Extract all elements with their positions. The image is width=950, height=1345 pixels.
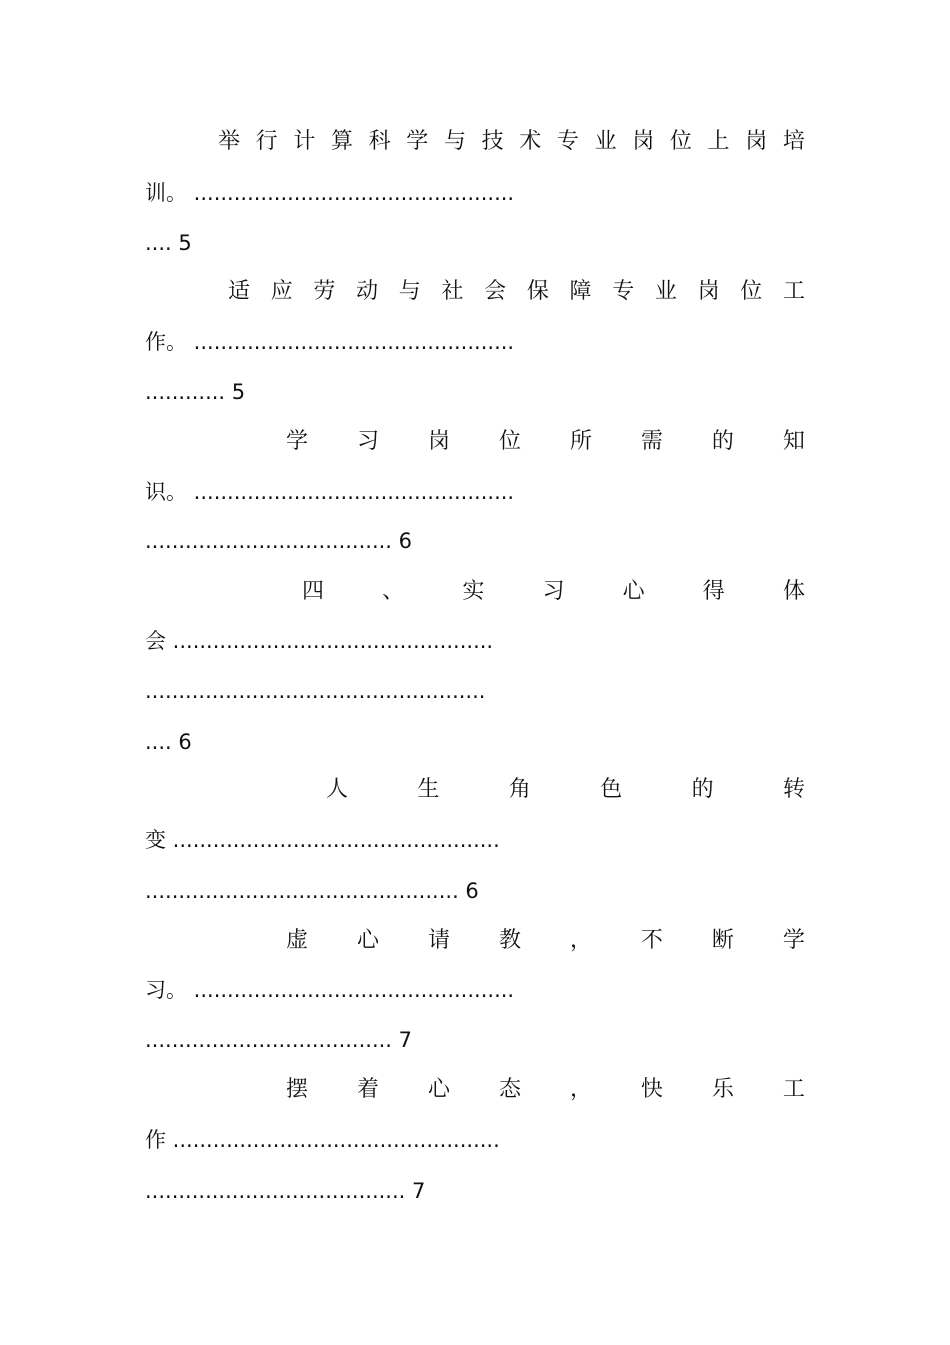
heading-char: 知 xyxy=(782,429,805,454)
toc-line: 识。 ................................................ xyxy=(145,480,515,504)
heading-char: 的 xyxy=(711,429,734,454)
heading-char: 学 xyxy=(782,928,805,953)
heading-char: 计 xyxy=(293,129,316,154)
heading-char: 请 xyxy=(427,928,450,953)
heading-char: 心 xyxy=(356,928,379,953)
heading-char: 的 xyxy=(691,777,714,802)
heading-char: 学 xyxy=(406,129,429,154)
heading-char: 科 xyxy=(368,129,391,154)
heading-char: 专 xyxy=(612,279,635,304)
heading-char: 术 xyxy=(519,129,542,154)
heading-char: 位 xyxy=(498,429,521,454)
toc-page-number: ............................................... 6 xyxy=(145,879,479,903)
heading-char: 岗 xyxy=(632,129,655,154)
toc-page-number: ............ 5 xyxy=(145,380,246,404)
heading-char: 位 xyxy=(740,279,763,304)
heading-char: 工 xyxy=(782,279,805,304)
heading-char: 与 xyxy=(443,129,466,154)
heading-char: 行 xyxy=(255,129,278,154)
toc-heading-2 xyxy=(228,277,805,307)
heading-char: 需 xyxy=(640,429,663,454)
heading-char: 得 xyxy=(702,579,725,604)
heading-char: 障 xyxy=(569,279,592,304)
heading-char: 社 xyxy=(441,279,464,304)
toc-line: 变 ................................................. xyxy=(145,828,500,852)
heading-char: 技 xyxy=(481,129,504,154)
heading-char: 虚 xyxy=(286,928,309,953)
toc-page-number: ..................................... 7 xyxy=(145,1028,413,1052)
heading-char: 岗 xyxy=(697,279,720,304)
heading-char: 劳 xyxy=(313,279,336,304)
heading-char: 心 xyxy=(622,579,645,604)
heading-char: 专 xyxy=(556,129,579,154)
heading-char: 培 xyxy=(782,129,805,154)
heading-char: 不 xyxy=(640,928,663,953)
heading-char: 体 xyxy=(782,579,805,604)
heading-char: 工 xyxy=(782,1077,805,1102)
heading-char: 动 xyxy=(356,279,379,304)
toc-heading-4 xyxy=(302,577,805,607)
heading-char: 算 xyxy=(330,129,353,154)
heading-char: 角 xyxy=(508,777,531,802)
toc-heading-1 xyxy=(218,127,805,157)
toc-heading-7 xyxy=(286,1075,805,1105)
heading-char: 举 xyxy=(218,129,241,154)
heading-char: 摆 xyxy=(286,1077,309,1102)
heading-char: 转 xyxy=(782,777,805,802)
heading-char: 快 xyxy=(640,1077,663,1102)
heading-char: 岗 xyxy=(745,129,768,154)
toc-page-number: .... 5 xyxy=(145,231,192,255)
toc-line: 会 ................................................ xyxy=(145,629,494,653)
heading-char: 态 xyxy=(498,1077,521,1102)
toc-line: 训。 ................................................ xyxy=(145,181,515,205)
heading-char: 适 xyxy=(228,279,251,304)
heading-char: 断 xyxy=(711,928,734,953)
heading-char: 学 xyxy=(286,429,309,454)
heading-char: 保 xyxy=(526,279,549,304)
heading-char: 业 xyxy=(594,129,617,154)
heading-char: ， xyxy=(569,928,592,953)
heading-char: 与 xyxy=(398,279,421,304)
heading-char: 位 xyxy=(669,129,692,154)
toc-heading-5 xyxy=(326,775,805,805)
heading-char: 习 xyxy=(542,579,565,604)
heading-char: 生 xyxy=(417,777,440,802)
heading-char: ， xyxy=(569,1077,592,1102)
heading-char: 、 xyxy=(382,579,405,604)
heading-char: 乐 xyxy=(711,1077,734,1102)
heading-char: 四 xyxy=(302,579,325,604)
toc-line: ................................................... xyxy=(145,679,486,703)
heading-char: 上 xyxy=(707,129,730,154)
heading-char: 习 xyxy=(356,429,379,454)
toc-line: 习。 ................................................ xyxy=(145,978,515,1002)
heading-char: 教 xyxy=(498,928,521,953)
heading-char: 心 xyxy=(427,1077,450,1102)
toc-page-number: ....................................... 7 xyxy=(145,1179,426,1203)
heading-char: 业 xyxy=(654,279,677,304)
heading-char: 着 xyxy=(356,1077,379,1102)
heading-char: 所 xyxy=(569,429,592,454)
toc-page-number: .... 6 xyxy=(145,730,192,754)
toc-line: 作 ................................................. xyxy=(145,1128,500,1152)
heading-char: 岗 xyxy=(427,429,450,454)
toc-heading-3 xyxy=(286,427,805,457)
heading-char: 人 xyxy=(326,777,349,802)
heading-char: 应 xyxy=(270,279,293,304)
toc-line: 作。 ................................................ xyxy=(145,330,515,354)
heading-char: 会 xyxy=(484,279,507,304)
toc-page-number: ..................................... 6 xyxy=(145,529,413,553)
heading-char: 色 xyxy=(600,777,623,802)
toc-heading-6 xyxy=(286,926,805,956)
heading-char: 实 xyxy=(462,579,485,604)
